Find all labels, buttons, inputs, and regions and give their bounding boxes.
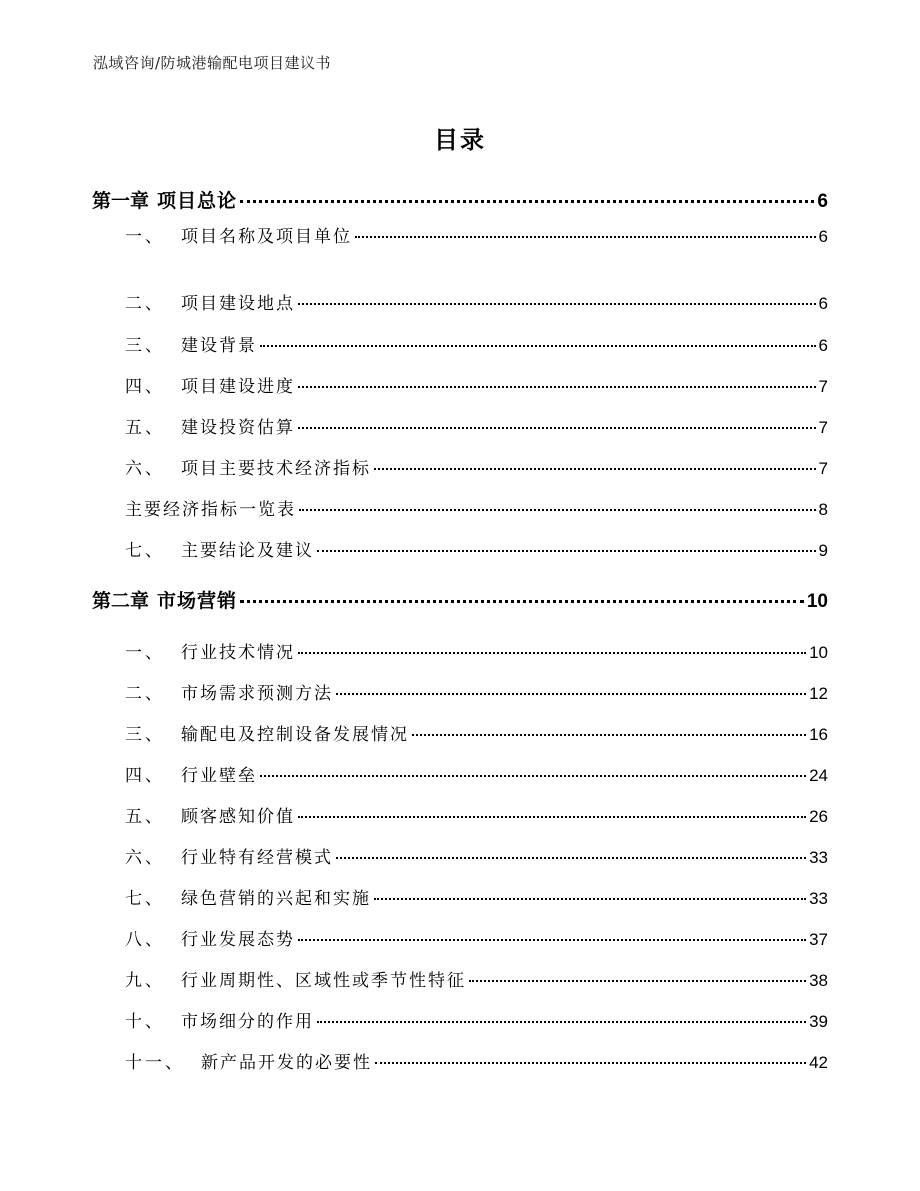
toc-section-entry[interactable]	[125, 1048, 828, 1073]
toc-page-number: 7	[818, 377, 828, 396]
dot-leader	[298, 816, 806, 818]
toc-page-number: 26	[809, 807, 828, 826]
toc-entry-number: 十、	[125, 1012, 165, 1032]
dot-leader	[298, 427, 816, 429]
toc-page-number: 6	[817, 191, 828, 212]
toc-page-number: 10	[806, 591, 828, 612]
toc-entry-number: 十一、	[125, 1053, 185, 1073]
toc-entry-number: 四、	[125, 766, 165, 786]
toc-section-entry[interactable]	[125, 222, 828, 247]
toc-page-number: 6	[818, 336, 828, 355]
dot-leader	[336, 693, 806, 695]
toc-section-entry[interactable]	[125, 638, 828, 663]
dot-leader	[355, 236, 816, 238]
toc-title: 目录	[434, 126, 486, 154]
toc-entry-title: 项目主要技术经济指标	[181, 459, 371, 479]
toc-entry-title: 建设背景	[181, 336, 257, 356]
dot-leader	[374, 468, 816, 470]
toc-page-number: 9	[818, 541, 828, 560]
toc-section-entry[interactable]	[125, 679, 828, 704]
toc-section-entry[interactable]	[125, 413, 828, 438]
dot-leader	[260, 345, 816, 347]
toc-entry-number: 七、	[125, 889, 165, 909]
toc-section-entry[interactable]	[125, 372, 828, 397]
toc-section-entry[interactable]	[125, 884, 828, 909]
toc-page-number: 42	[809, 1053, 828, 1072]
toc-page-number: 24	[809, 766, 828, 785]
toc-chapter-entry[interactable]	[92, 586, 828, 613]
toc-entry-number: 四、	[125, 377, 165, 397]
toc-entry-number: 二、	[125, 294, 165, 314]
toc-section-entry[interactable]	[125, 331, 828, 356]
toc-page-number: 7	[818, 418, 828, 437]
dot-leader	[298, 386, 816, 388]
toc-entry-number: 七、	[125, 541, 165, 561]
dot-leader	[336, 857, 806, 859]
toc-entry-title: 项目建设进度	[181, 377, 295, 397]
toc-entry-title: 新产品开发的必要性	[201, 1053, 372, 1073]
toc-entry-title: 项目名称及项目单位	[181, 227, 352, 247]
toc-page-number: 10	[809, 643, 828, 662]
toc-section-entry[interactable]	[125, 289, 828, 314]
toc-page-number: 12	[809, 684, 828, 703]
dot-leader	[469, 980, 806, 982]
toc-entry-title: 行业技术情况	[181, 643, 295, 663]
toc-entry-title: 市场细分的作用	[181, 1012, 314, 1032]
dot-leader	[298, 303, 816, 305]
toc-entry-number: 一、	[125, 643, 165, 663]
toc-page-number: 7	[818, 459, 828, 478]
toc-page-number: 37	[809, 930, 828, 949]
toc-entry-title: 行业特有经营模式	[181, 848, 333, 868]
toc-section-entry[interactable]	[125, 720, 828, 745]
toc-section-entry[interactable]	[125, 966, 828, 991]
toc-entry-number: 六、	[125, 848, 165, 868]
toc-entry-title: 绿色营销的兴起和实施	[181, 889, 371, 909]
toc-entry-number: 第一章	[92, 190, 150, 212]
toc-entry-number: 第二章	[92, 590, 150, 612]
dot-leader	[298, 939, 806, 941]
toc-page-number: 33	[809, 848, 828, 867]
toc-entry-title: 行业发展态势	[181, 930, 295, 950]
toc-entry-number: 三、	[125, 336, 165, 356]
dot-leader	[317, 550, 816, 552]
toc-entry-title: 主要经济指标一览表	[125, 500, 296, 520]
toc-page-number: 38	[809, 971, 828, 990]
toc-entry-number: 二、	[125, 684, 165, 704]
toc-page-number: 6	[818, 227, 828, 246]
dot-leader	[260, 775, 806, 777]
toc-entry-number: 一、	[125, 227, 165, 247]
toc-section-entry[interactable]	[125, 1007, 828, 1032]
toc-entry-number: 八、	[125, 930, 165, 950]
dot-leader	[317, 1021, 806, 1023]
toc-entry-number: 三、	[125, 725, 165, 745]
toc-entry-title: 行业周期性、区域性或季节性特征	[181, 971, 466, 991]
toc-entry-title: 市场营销	[157, 590, 238, 612]
toc-entry-title: 输配电及控制设备发展情况	[181, 725, 409, 745]
dot-leader	[299, 509, 816, 511]
dot-leader	[240, 600, 804, 603]
toc-section-entry[interactable]	[125, 495, 828, 520]
toc-entry-title: 顾客感知价值	[181, 807, 295, 827]
dot-leader	[298, 652, 806, 654]
dot-leader	[374, 898, 806, 900]
toc-page-number: 33	[809, 889, 828, 908]
dot-leader	[412, 734, 806, 736]
toc-entry-title: 项目总论	[157, 190, 238, 212]
toc-entry-title: 市场需求预测方法	[181, 684, 333, 704]
toc-entry-title: 建设投资估算	[181, 418, 295, 438]
dot-leader	[375, 1062, 806, 1064]
document-header: 泓域咨询/防城港输配电项目建议书	[93, 54, 332, 72]
toc-page-number: 8	[818, 500, 828, 519]
toc-entry-number: 五、	[125, 418, 165, 438]
toc-entry-title: 主要结论及建议	[181, 541, 314, 561]
toc-entry-number: 九、	[125, 971, 165, 991]
toc-entry-title: 行业壁垒	[181, 766, 257, 786]
toc-section-entry[interactable]	[125, 761, 828, 786]
toc-chapter-entry[interactable]	[92, 186, 828, 213]
toc-page-number: 16	[809, 725, 828, 744]
toc-section-entry[interactable]	[125, 843, 828, 868]
toc-section-entry[interactable]	[125, 536, 828, 561]
toc-entry-number: 六、	[125, 459, 165, 479]
toc-page-number: 6	[818, 294, 828, 313]
toc-section-entry[interactable]	[125, 925, 828, 950]
toc-page-number: 39	[809, 1012, 828, 1031]
toc-entry-number: 五、	[125, 807, 165, 827]
toc-section-entry[interactable]	[125, 454, 828, 479]
toc-entry-title: 项目建设地点	[181, 294, 295, 314]
toc-section-entry[interactable]	[125, 802, 828, 827]
dot-leader	[240, 200, 814, 203]
